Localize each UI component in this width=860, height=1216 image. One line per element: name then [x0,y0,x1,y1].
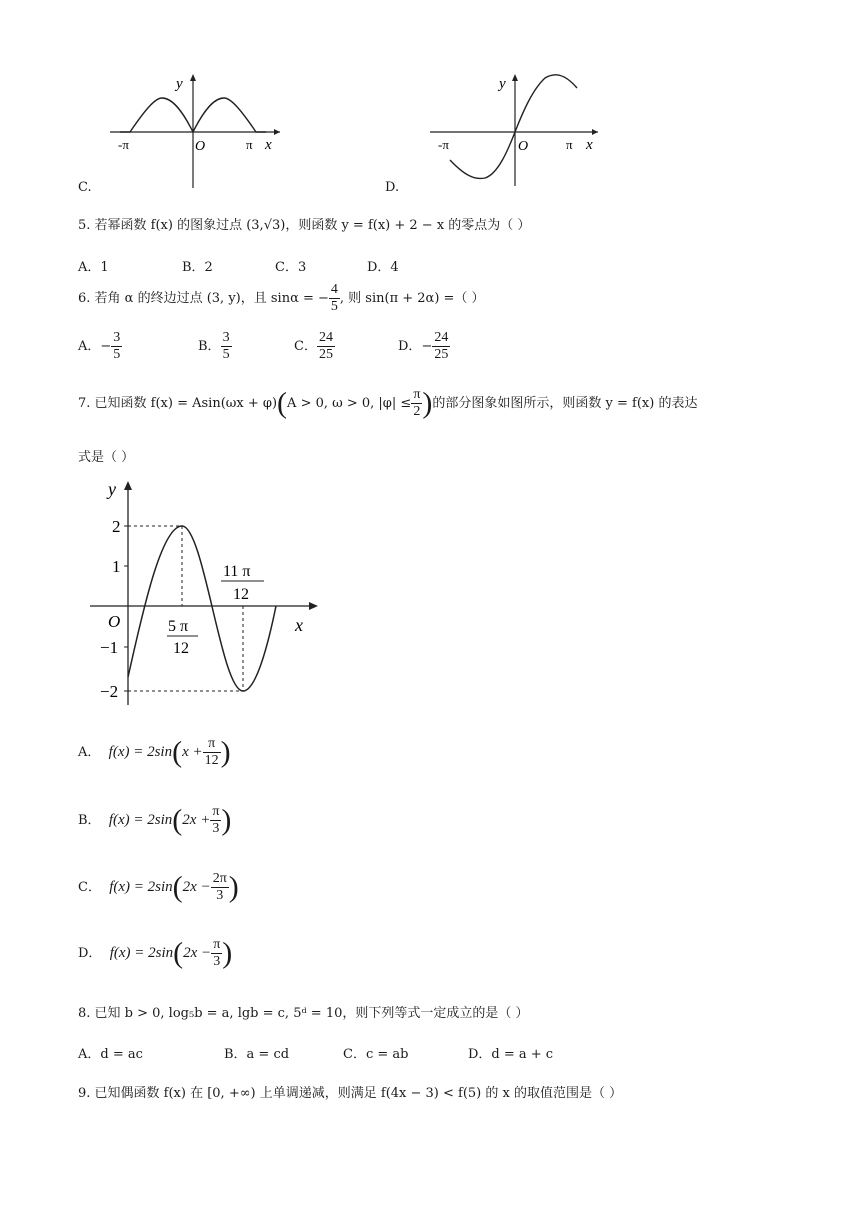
q6-option-b: B． $\frac{3}{5}$ [198,330,230,362]
q7-option-a: A． f(x) = 2sin(x + $\frac{\pi}{12}$ ) [78,735,231,769]
graph-c-neg-pi: -π [118,137,129,152]
q6-line [78,282,485,316]
q5-option-b: B．2 [182,260,213,275]
graph-d-origin: O [518,139,529,154]
graph-d-pi: π [566,137,573,152]
q7-curve [128,526,276,691]
q7-suffix: 的部分图象如图所示，则函数 y = f(x) 的表达 [432,396,698,411]
q6-option-a: A．− $\frac{3}{5}$ [78,330,121,362]
q7-prefix: 7. 已知函数 f(x) = Asin(ωx + φ) [78,396,278,411]
q7-line2: 式是（ ） [78,450,135,465]
q7-y-arrow [124,481,132,490]
q5-option-c: C．3 [275,260,307,275]
option-d-label: D. [385,180,400,195]
graph-d-y-label: y [499,76,506,92]
q7-tick-label-2: 2 [112,517,121,536]
q7-x-arrow [309,602,318,610]
option-c-label: C. [78,180,92,195]
graph-d-curve [450,75,577,179]
q6-suffix: , 则 sin(π + 2α) =（ ） [339,291,485,306]
q5-option-a: A．1 [78,260,109,275]
q5-text: 5. 若幂函数 f(x) 的图象过点 (3,√3)，则函数 y = f(x) + 2 − x 的零点为（ ） [78,218,531,233]
q7-tick-label-neg1: −1 [100,638,119,657]
graph-c [110,70,290,190]
q7-condition: A > 0, ω > 0, |φ| ≤ [287,396,412,411]
q7-graph [90,475,330,710]
graph-c-x-label: x [265,137,272,153]
q6-fraction: $\frac{4}{5}$ [330,282,338,314]
graph-d-x-label: x [586,137,593,153]
q8-text: 8. 已知 b > 0, log₅b = a, lgb = c, 5ᵈ = 10，则下列等式一定成立的是（ ） [78,1006,529,1021]
q7-label-11pi12-num: 11 π [223,563,251,580]
q7-label-11pi12-den: 12 [233,586,249,603]
graph-d-x-arrow [592,129,598,135]
graph-c-x-arrow [274,129,280,135]
q5-option-d: D．4 [367,260,399,275]
q7-line: 7. 已知函数 f(x) = Asin(ωx + φ)(A > 0, ω > 0, |φ| ≤ $\frac{\pi}{2}$ )的部分图象如图所示，则函数 y = f(x) 的表达 [78,386,698,420]
q7-y-label: y [108,479,116,499]
q9-text: 9. 已知偶函数 f(x) 在 [0, +∞) 上单调递减，则满足 f(4x − 3) < f(5) 的 x 的取值范围是（ ） [78,1086,623,1101]
graph-d [430,70,610,190]
q7-option-d: D． f(x) = 2sin(2x − $\frac{\pi}{3}$ ) [78,936,233,970]
q8-option-b: B．a = cd [224,1047,290,1062]
q8-option-d: D．d = a + c [468,1047,554,1062]
q7-tick-label-neg2: −2 [100,682,119,701]
graph-c-y-label: y [176,76,183,92]
q7-option-c: C． f(x) = 2sin(2x − $\frac{2\pi}{3}$ ) [78,870,239,904]
q6-prefix: 6. 若角 α 的终边过点 (3, y)，且 sinα = − [78,291,329,306]
q7-tick-label-1: 1 [112,557,121,576]
q8-option-a: A．d = ac [78,1047,143,1062]
q8-option-c: C．c = ab [343,1047,409,1062]
q7-x-label: x [295,615,303,635]
q7-origin: O [108,612,121,631]
q7-label-5pi12-den: 12 [173,640,189,657]
graph-c-pi: π [246,137,253,152]
graph-d-y-arrow [512,74,518,81]
graph-c-y-arrow [190,74,196,81]
q7-option-b: B． f(x) = 2sin(2x + $\frac{\pi}{3}$ ) [78,803,232,837]
q6-option-d: D．− $\frac{24}{25}$ [398,330,449,362]
q6-option-c: C． $\frac{24}{25}$ [294,330,333,362]
q7-label-5pi12-num: 5 π [168,618,189,635]
graph-c-origin: O [195,139,206,154]
graph-d-neg-pi: -π [438,137,449,152]
